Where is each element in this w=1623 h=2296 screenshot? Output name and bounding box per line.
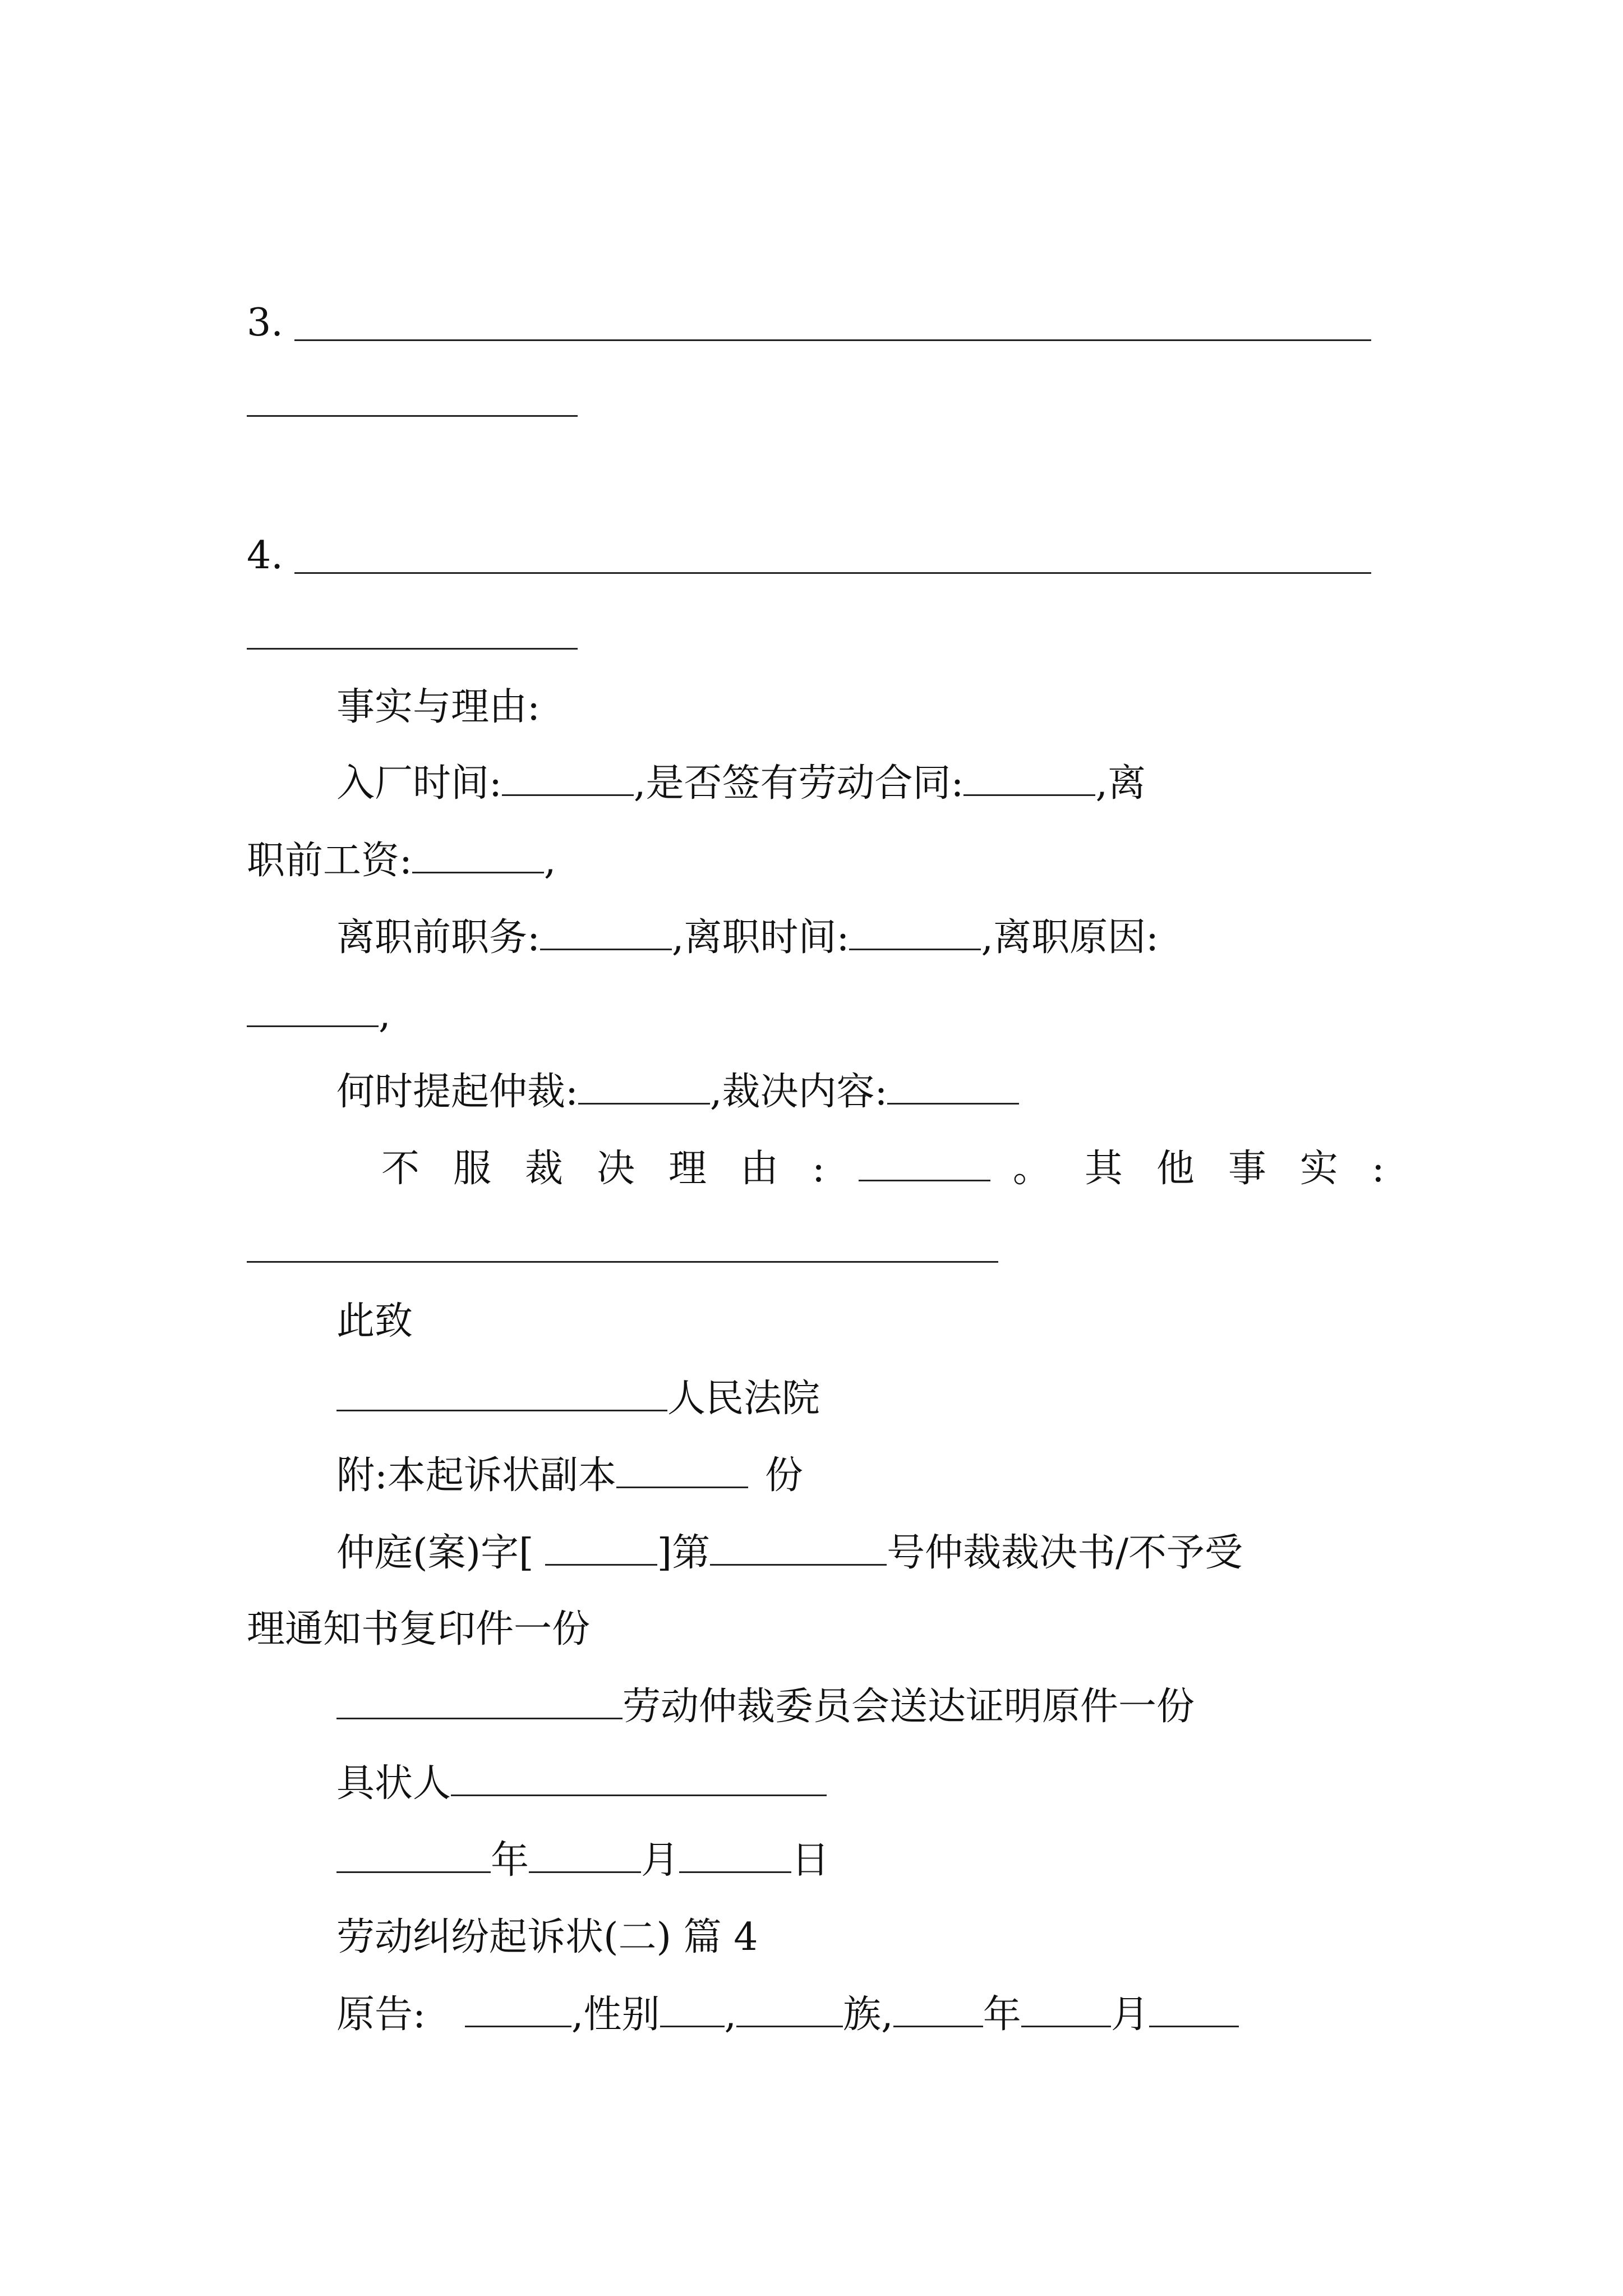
item-4-blank-line-1 bbox=[294, 572, 1371, 574]
leave-time-label: ,离职时间: bbox=[671, 915, 850, 960]
case-year-blank bbox=[545, 1527, 657, 1566]
signer-line bbox=[336, 1757, 827, 1809]
ethnic-blank bbox=[736, 1989, 843, 2027]
contract-blank bbox=[963, 757, 1095, 796]
case-line-2-text: 理通知书复印件一份 bbox=[247, 1607, 591, 1651]
contract-label: ,是否签有劳动合同: bbox=[633, 761, 964, 806]
arb-content-label: ,裁决内容: bbox=[709, 1070, 888, 1114]
committee-suffix: 劳动仲裁委员会送达证明原件一份 bbox=[623, 1685, 1195, 1729]
other-facts-blank bbox=[247, 1261, 998, 1263]
date-day-blank bbox=[679, 1834, 791, 1873]
plaintiff-name-blank bbox=[465, 1989, 571, 2027]
facts-title bbox=[336, 682, 540, 733]
gender-label: ,性别 bbox=[571, 1993, 660, 2037]
committee-line bbox=[336, 1681, 1195, 1732]
arb-time-label: 何时提起仲裁: bbox=[336, 1070, 578, 1114]
court-blank bbox=[336, 1373, 667, 1411]
case-line bbox=[336, 1527, 1243, 1579]
leave-reason-line bbox=[247, 988, 391, 1040]
facts-title-text: 事实与理由: bbox=[336, 685, 540, 729]
leave-reason-blank bbox=[247, 988, 379, 1027]
case-prefix: 仲庭(案)字[ bbox=[336, 1531, 534, 1575]
plaintiff-line bbox=[336, 1989, 1239, 2040]
attach-label: 附:本起诉状副本 bbox=[336, 1453, 616, 1498]
pre-wage-label: 职前工资: bbox=[247, 839, 412, 883]
plaintiff-comma: , bbox=[724, 1993, 737, 2037]
dissatisfy-line bbox=[381, 1143, 1418, 1194]
pre-wage-line bbox=[247, 835, 556, 886]
item-4 bbox=[247, 530, 283, 582]
dissatisfy-label: 不服裁决理由: bbox=[381, 1147, 859, 1191]
item-3-blank-line-2 bbox=[247, 415, 578, 417]
court-suffix: 人民法院 bbox=[667, 1377, 820, 1421]
case-number-blank bbox=[710, 1527, 887, 1566]
arb-time-blank bbox=[578, 1066, 710, 1105]
date-month-label: 月 bbox=[641, 1838, 680, 1883]
birth-year-blank bbox=[893, 1989, 983, 2027]
position-label: 离职前职务: bbox=[336, 915, 540, 960]
birth-month-label: 月 bbox=[1110, 1993, 1149, 2037]
salutation-text: 此致 bbox=[336, 1299, 413, 1343]
position-line bbox=[336, 912, 1159, 963]
date-day-label: 日 bbox=[791, 1838, 830, 1883]
section-heading-text: 劳动纠纷起诉状(二) 篇 4 bbox=[336, 1915, 758, 1959]
position-blank bbox=[540, 912, 672, 950]
dissatisfy-blank bbox=[859, 1143, 990, 1181]
date-line bbox=[336, 1834, 829, 1886]
item-4-number: 4. bbox=[247, 533, 283, 578]
case-mid: ]第 bbox=[657, 1531, 711, 1575]
pre-wage-prefix: ,离 bbox=[1095, 761, 1146, 806]
signer-blank bbox=[451, 1757, 827, 1796]
item-3-blank-line-1 bbox=[294, 339, 1371, 341]
other-facts-label: 。其他事实: bbox=[1012, 1147, 1418, 1191]
arb-content-blank bbox=[887, 1066, 1019, 1105]
leave-time-blank bbox=[849, 912, 981, 950]
entry-time-blank bbox=[502, 757, 634, 796]
birth-month-blank bbox=[1021, 1989, 1111, 2027]
entry-time-label: 入厂时间: bbox=[336, 761, 502, 806]
leave-reason-comma: , bbox=[379, 992, 391, 1037]
attach-unit: 份 bbox=[764, 1453, 803, 1498]
birth-day-blank bbox=[1149, 1989, 1239, 2027]
court-line bbox=[336, 1373, 820, 1424]
signer-label: 具状人 bbox=[336, 1761, 451, 1806]
attach-blank bbox=[616, 1450, 748, 1488]
section-heading bbox=[336, 1912, 758, 1963]
plaintiff-label: 原告: bbox=[336, 1993, 426, 2037]
item-4-blank-line-2 bbox=[247, 648, 578, 650]
arbitration-line bbox=[336, 1066, 1019, 1117]
item-3 bbox=[247, 297, 283, 349]
salutation bbox=[336, 1296, 413, 1347]
leave-reason-label: ,离职原因: bbox=[981, 915, 1159, 960]
date-month-blank bbox=[529, 1834, 641, 1873]
date-year-label: 年 bbox=[491, 1838, 529, 1883]
gender-blank bbox=[660, 1989, 725, 2027]
birth-year-label: 年 bbox=[983, 1993, 1021, 2037]
item-3-number: 3. bbox=[247, 301, 283, 345]
case-line-2 bbox=[247, 1604, 590, 1655]
entry-time-line bbox=[336, 757, 1146, 809]
pre-wage-comma: , bbox=[543, 839, 556, 883]
pre-wage-blank bbox=[412, 835, 544, 873]
ethnic-label: 族, bbox=[843, 1993, 893, 2037]
case-suffix: 号仲裁裁决书/不予受 bbox=[887, 1531, 1243, 1575]
attach-line bbox=[336, 1450, 803, 1501]
committee-blank bbox=[336, 1681, 623, 1719]
date-year-blank bbox=[336, 1834, 491, 1873]
